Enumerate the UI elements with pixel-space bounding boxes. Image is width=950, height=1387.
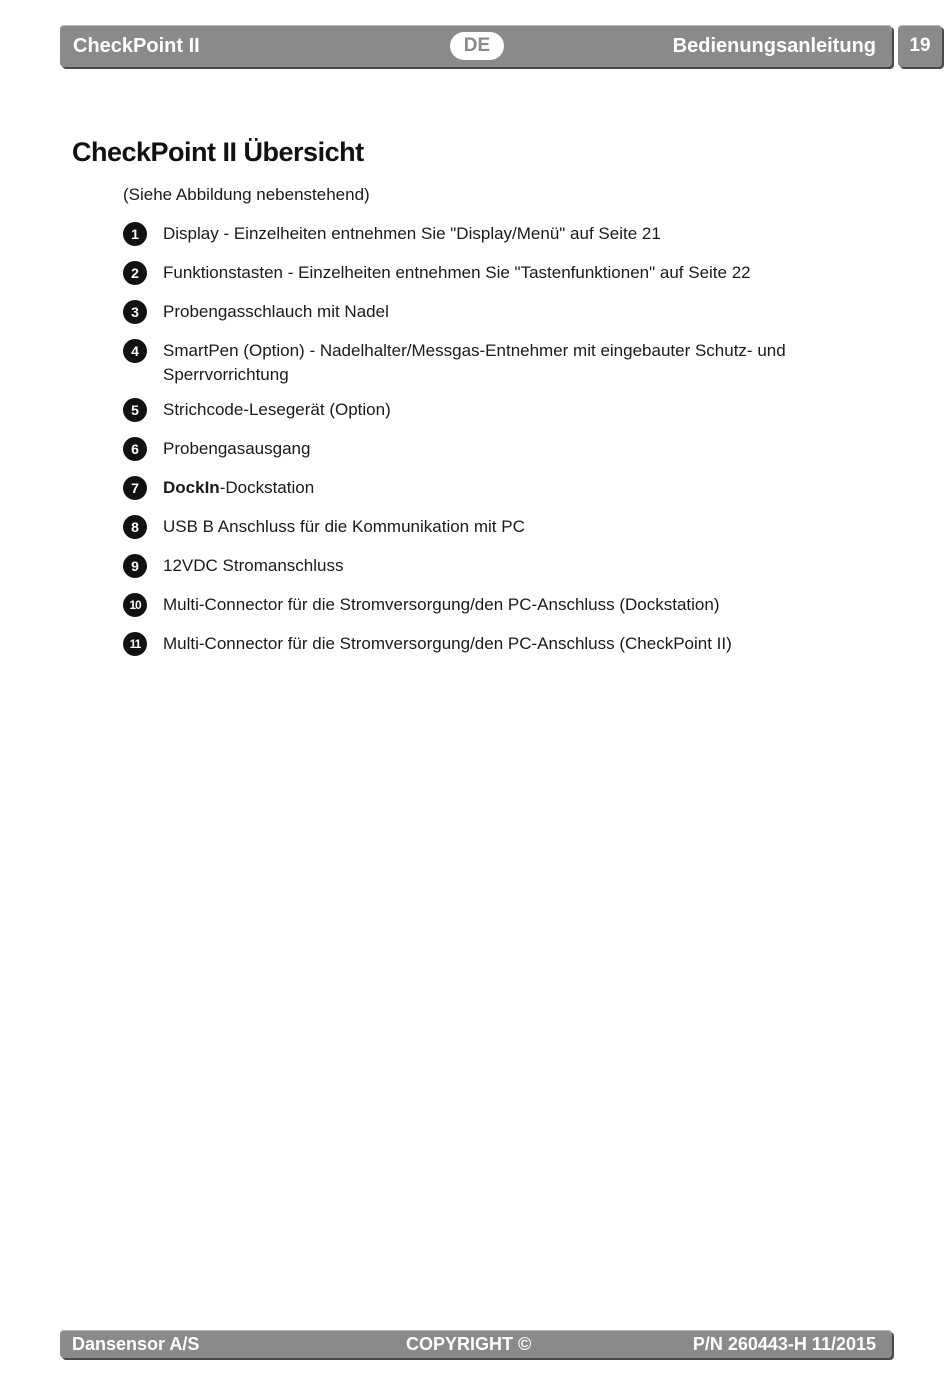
list-item — [123, 437, 823, 461]
item-number-badge: 8 — [123, 515, 147, 539]
language-badge: DE — [450, 32, 504, 60]
list-item — [123, 554, 823, 578]
list-item — [123, 593, 823, 617]
page-number: 19 — [909, 35, 931, 56]
item-text: SmartPen (Option) - Nadelhalter/Messgas-Entnehmer mit eingebauter Schutz- und Sperrvorrichtung — [163, 341, 786, 384]
list-item — [123, 300, 823, 324]
list-item — [123, 476, 823, 500]
footer-company: Dansensor A/S — [72, 1334, 200, 1354]
page-title: CheckPoint II Übersicht — [72, 137, 364, 167]
header-product-name: CheckPoint II — [73, 35, 200, 57]
list-item — [123, 261, 823, 285]
header-bar — [60, 25, 892, 67]
item-text: Probengasschlauch mit Nadel — [163, 302, 389, 321]
item-text: Multi-Connector für die Stromversorgung/den PC-Anschluss (Dockstation) — [163, 595, 720, 614]
intro-text: (Siehe Abbildung nebenstehend) — [123, 185, 370, 204]
page-number-box — [898, 25, 942, 67]
list-item — [123, 632, 823, 656]
list-item — [123, 339, 823, 387]
item-number-badge: 10 — [123, 593, 147, 617]
header-manual-title: Bedienungsanleitung — [672, 35, 876, 57]
footer-bar — [60, 1330, 892, 1358]
item-number-badge: 2 — [123, 261, 147, 285]
item-text: -Dockstation — [219, 478, 315, 497]
item-number-badge: 1 — [123, 222, 147, 246]
item-number-badge: 3 — [123, 300, 147, 324]
item-text: Probengasausgang — [163, 439, 311, 458]
item-number-badge: 7 — [123, 476, 147, 500]
item-text: Funktionstasten - Einzelheiten entnehmen Sie "Tastenfunktionen" auf Seite 22 — [163, 263, 751, 282]
item-text: 12VDC Stromanschluss — [163, 556, 344, 575]
item-number-badge: 4 — [123, 339, 147, 363]
item-text: USB B Anschluss für die Kommunikation mit PC — [163, 517, 525, 536]
feature-list — [123, 222, 823, 671]
item-text-bold: DockIn — [163, 478, 220, 497]
item-number-badge: 5 — [123, 398, 147, 422]
list-item — [123, 222, 823, 246]
item-text: Strichcode-Lesegerät (Option) — [163, 400, 391, 419]
item-text: Display - Einzelheiten entnehmen Sie "Display/Menü" auf Seite 21 — [163, 224, 661, 243]
item-text: Multi-Connector für die Stromversorgung/den PC-Anschluss (CheckPoint II) — [163, 634, 732, 653]
item-number-badge: 6 — [123, 437, 147, 461]
item-number-badge: 11 — [123, 632, 147, 656]
item-number-badge: 9 — [123, 554, 147, 578]
list-item — [123, 515, 823, 539]
footer-part-number: P/N 260443-H 11/2015 — [692, 1334, 876, 1354]
footer-copyright: COPYRIGHT © — [406, 1334, 532, 1354]
list-item — [123, 398, 823, 422]
